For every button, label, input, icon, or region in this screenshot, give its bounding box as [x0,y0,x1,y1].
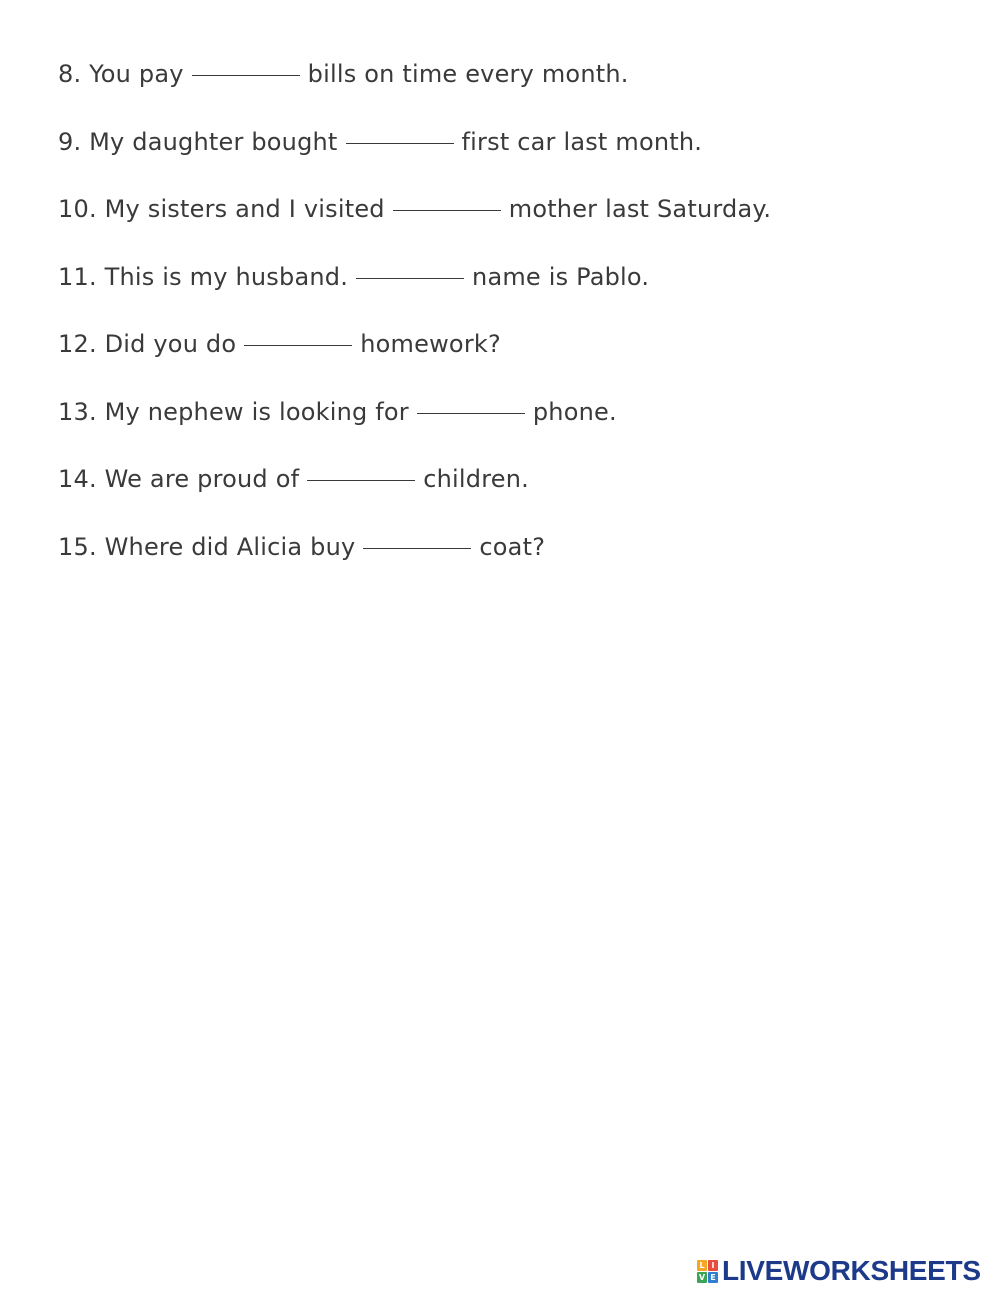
logo-tile-l: L [697,1260,707,1271]
answer-blank[interactable] [356,257,464,279]
question-8 [58,54,958,122]
question-10 [58,189,958,257]
answer-input-8[interactable] [192,66,300,87]
question-text-after: phone. [532,397,617,426]
answer-input-9[interactable] [346,134,454,155]
question-9 [58,122,958,190]
question-text-after: mother last Saturday. [508,195,772,223]
answer-input-11[interactable] [356,269,464,290]
answer-input-15[interactable] [363,539,471,560]
logo-tile-i: I [708,1260,718,1271]
answer-input-14[interactable] [307,471,415,492]
question-text-after: first car last month. [461,127,703,156]
answer-blank[interactable] [417,392,525,414]
question-text-after: coat? [479,532,546,561]
answer-blank[interactable] [192,54,300,76]
answer-input-13[interactable] [417,404,525,425]
answer-input-12[interactable] [244,336,352,357]
question-text-after: homework? [360,330,501,358]
answer-blank[interactable] [346,122,454,144]
question-text-before: 9. My daughter bought [58,127,338,156]
question-text-before: 14. We are proud of [58,465,300,493]
liveworksheets-wordmark: LIVEWORKSHEETS [722,1255,981,1286]
answer-blank[interactable] [393,189,501,211]
question-text-before: 8. You pay [58,60,184,88]
question-11 [58,257,958,325]
worksheet [58,54,958,594]
answer-blank[interactable] [244,324,352,346]
question-text-before: 11. This is my husband. [58,262,349,291]
question-text-before: 13. My nephew is looking for [58,397,409,426]
question-text-before: 10. My sisters and I visited [58,195,385,223]
question-text-after: children. [423,465,529,493]
question-13 [58,392,958,460]
answer-input-10[interactable] [393,201,501,222]
question-15 [58,527,958,595]
logo-tile-v: V [698,1272,706,1282]
question-text-before: 12. Did you do [58,330,237,358]
question-text-before: 15. Where did Alicia buy [58,532,356,561]
question-text-after: name is Pablo. [472,262,650,291]
answer-blank[interactable] [363,527,471,549]
question-text-after: bills on time every month. [307,60,629,88]
logo-tile-e: E [708,1272,718,1283]
answer-blank[interactable] [307,459,415,481]
question-12 [58,324,958,392]
question-14 [58,459,958,527]
liveworksheets-brand [697,1255,981,1287]
liveworksheets-logo-icon [697,1260,718,1283]
